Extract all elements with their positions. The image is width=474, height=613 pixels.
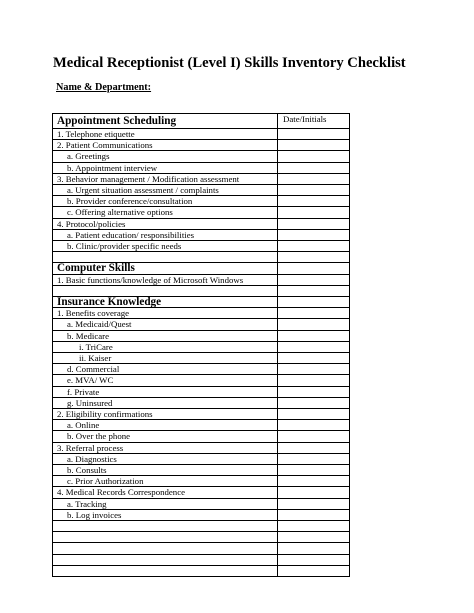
date-initials-cell[interactable]: [278, 409, 350, 420]
skill-item-label: c. Offering alternative options: [53, 207, 278, 218]
table-row: [53, 129, 350, 140]
skill-item-label: b. Clinic/provider specific needs: [53, 241, 278, 252]
skills-checklist-table: [52, 113, 350, 577]
skill-item-label: g. Uninsured: [53, 397, 278, 408]
table-row: [53, 341, 350, 352]
date-initials-cell[interactable]: [278, 285, 350, 296]
date-initials-cell[interactable]: [278, 353, 350, 364]
date-initials-cell[interactable]: [278, 207, 350, 218]
date-initials-cell[interactable]: [278, 521, 350, 532]
skill-item-label: a. Patient education/ responsibilities: [53, 229, 278, 240]
table-row: [53, 162, 350, 173]
table-row: [53, 151, 350, 162]
table-blank-row-label: [53, 252, 278, 263]
skill-item-label: 4. Medical Records Correspondence: [53, 487, 278, 498]
table-row: [53, 173, 350, 184]
skill-item-label: b. Medicare: [53, 330, 278, 341]
table-row: [53, 409, 350, 420]
table-blank-row: [53, 565, 350, 576]
skill-item-label: a. Diagnostics: [53, 453, 278, 464]
date-initials-cell[interactable]: [278, 420, 350, 431]
date-initials-cell[interactable]: [278, 140, 350, 151]
table-row: [53, 487, 350, 498]
table-row: [53, 364, 350, 375]
table-blank-row-label: [53, 554, 278, 565]
skill-item-label: ii. Kaiser: [53, 353, 278, 364]
skill-item-label: 1. Benefits coverage: [53, 308, 278, 319]
section-heading-label: Insurance Knowledge: [53, 297, 278, 308]
date-initials-cell[interactable]: [278, 442, 350, 453]
skill-item-label: a. Greetings: [53, 151, 278, 162]
skill-item-label: b. Consults: [53, 465, 278, 476]
skill-item-label: 2. Eligibility confirmations: [53, 409, 278, 420]
skill-item-label: 1. Telephone etiquette: [53, 129, 278, 140]
skill-item-label: 3. Behavior management / Modification assessment: [53, 173, 278, 184]
name-department-label: Name & Department:: [56, 82, 152, 93]
table-blank-row: [53, 543, 350, 554]
date-initials-cell[interactable]: [278, 229, 350, 240]
section-heading-label: Computer Skills: [53, 263, 278, 274]
date-initials-cell[interactable]: [278, 162, 350, 173]
date-initials-cell[interactable]: [278, 565, 350, 576]
table-blank-row-label: [53, 543, 278, 554]
skill-item-label: 1. Basic functions/knowledge of Microsoft Windows: [53, 274, 278, 285]
table-row: [53, 308, 350, 319]
skill-item-label: b. Log invoices: [53, 509, 278, 520]
skill-item-label: a. Tracking: [53, 498, 278, 509]
table-row: [53, 420, 350, 431]
table-blank-row-label: [53, 521, 278, 532]
table-row: [53, 386, 350, 397]
table-row: [53, 218, 350, 229]
table-row: [53, 498, 350, 509]
skill-item-label: b. Over the phone: [53, 431, 278, 442]
skill-item-label: c. Prior Authorization: [53, 476, 278, 487]
skill-item-label: a. Medicaid/Quest: [53, 319, 278, 330]
table-blank-row: [53, 285, 350, 296]
date-initials-cell[interactable]: [278, 185, 350, 196]
table-row: [53, 241, 350, 252]
date-initials-cell[interactable]: [278, 431, 350, 442]
date-initials-cell[interactable]: [278, 196, 350, 207]
date-initials-cell[interactable]: [278, 487, 350, 498]
table-row: [53, 185, 350, 196]
date-initials-cell[interactable]: [278, 543, 350, 554]
section-heading: [53, 263, 350, 274]
table-blank-row: [53, 252, 350, 263]
table-blank-row-label: [53, 565, 278, 576]
date-initials-cell[interactable]: [278, 173, 350, 184]
table-row: [53, 140, 350, 151]
date-initials-cell[interactable]: [278, 241, 350, 252]
skill-item-label: f. Private: [53, 386, 278, 397]
table-row: [53, 476, 350, 487]
table-row: [53, 330, 350, 341]
date-initials-cell[interactable]: [278, 218, 350, 229]
date-initials-cell[interactable]: [278, 465, 350, 476]
skill-item-label: 2. Patient Communications: [53, 140, 278, 151]
section-heading: [53, 297, 350, 308]
table-blank-row-label: [53, 532, 278, 543]
table-row: [53, 353, 350, 364]
skill-item-label: e. MVA/ WC: [53, 375, 278, 386]
date-initials-header: Date/Initials: [278, 114, 350, 129]
table-row: [53, 229, 350, 240]
table-row: [53, 375, 350, 386]
date-initials-cell[interactable]: [278, 308, 350, 319]
skill-item-label: a. Online: [53, 420, 278, 431]
table-row: [53, 274, 350, 285]
table-row: [53, 431, 350, 442]
date-initials-cell[interactable]: [278, 252, 350, 263]
date-initials-cell[interactable]: [278, 554, 350, 565]
date-initials-cell[interactable]: [278, 498, 350, 509]
table-blank-row: [53, 554, 350, 565]
table-row: [53, 397, 350, 408]
date-initials-cell[interactable]: [278, 341, 350, 352]
date-initials-cell[interactable]: [278, 330, 350, 341]
date-initials-cell[interactable]: [278, 476, 350, 487]
table-row: [53, 465, 350, 476]
table-blank-row: [53, 532, 350, 543]
date-initials-cell[interactable]: [278, 263, 350, 274]
skill-item-label: b. Provider conference/consultation: [53, 196, 278, 207]
date-initials-cell[interactable]: [278, 386, 350, 397]
date-initials-cell[interactable]: [278, 453, 350, 464]
date-initials-cell[interactable]: [278, 397, 350, 408]
table-blank-row: [53, 521, 350, 532]
date-initials-cell[interactable]: [278, 375, 350, 386]
table-row: [53, 196, 350, 207]
skill-item-label: b. Appointment interview: [53, 162, 278, 173]
skill-item-label: 4. Protocol/policies: [53, 218, 278, 229]
section-heading: [53, 114, 350, 129]
date-initials-cell[interactable]: [278, 297, 350, 308]
table-blank-row-label: [53, 285, 278, 296]
table-row: [53, 319, 350, 330]
table-row: [53, 509, 350, 520]
date-initials-cell[interactable]: [278, 364, 350, 375]
skill-item-label: d. Commercial: [53, 364, 278, 375]
date-initials-cell[interactable]: [278, 151, 350, 162]
date-initials-cell[interactable]: [278, 274, 350, 285]
table-row: [53, 442, 350, 453]
table-row: [53, 207, 350, 218]
section-heading-label: Appointment Scheduling: [53, 114, 278, 129]
table-row: [53, 453, 350, 464]
date-initials-cell[interactable]: [278, 532, 350, 543]
date-initials-cell[interactable]: [278, 509, 350, 520]
date-initials-cell[interactable]: [278, 129, 350, 140]
page-title: Medical Receptionist (Level I) Skills Inventory Checklist: [53, 55, 406, 71]
skill-item-label: 3. Referral process: [53, 442, 278, 453]
skill-item-label: i. TriCare: [53, 341, 278, 352]
skill-item-label: a. Urgent situation assessment / complaints: [53, 185, 278, 196]
date-initials-cell[interactable]: [278, 319, 350, 330]
